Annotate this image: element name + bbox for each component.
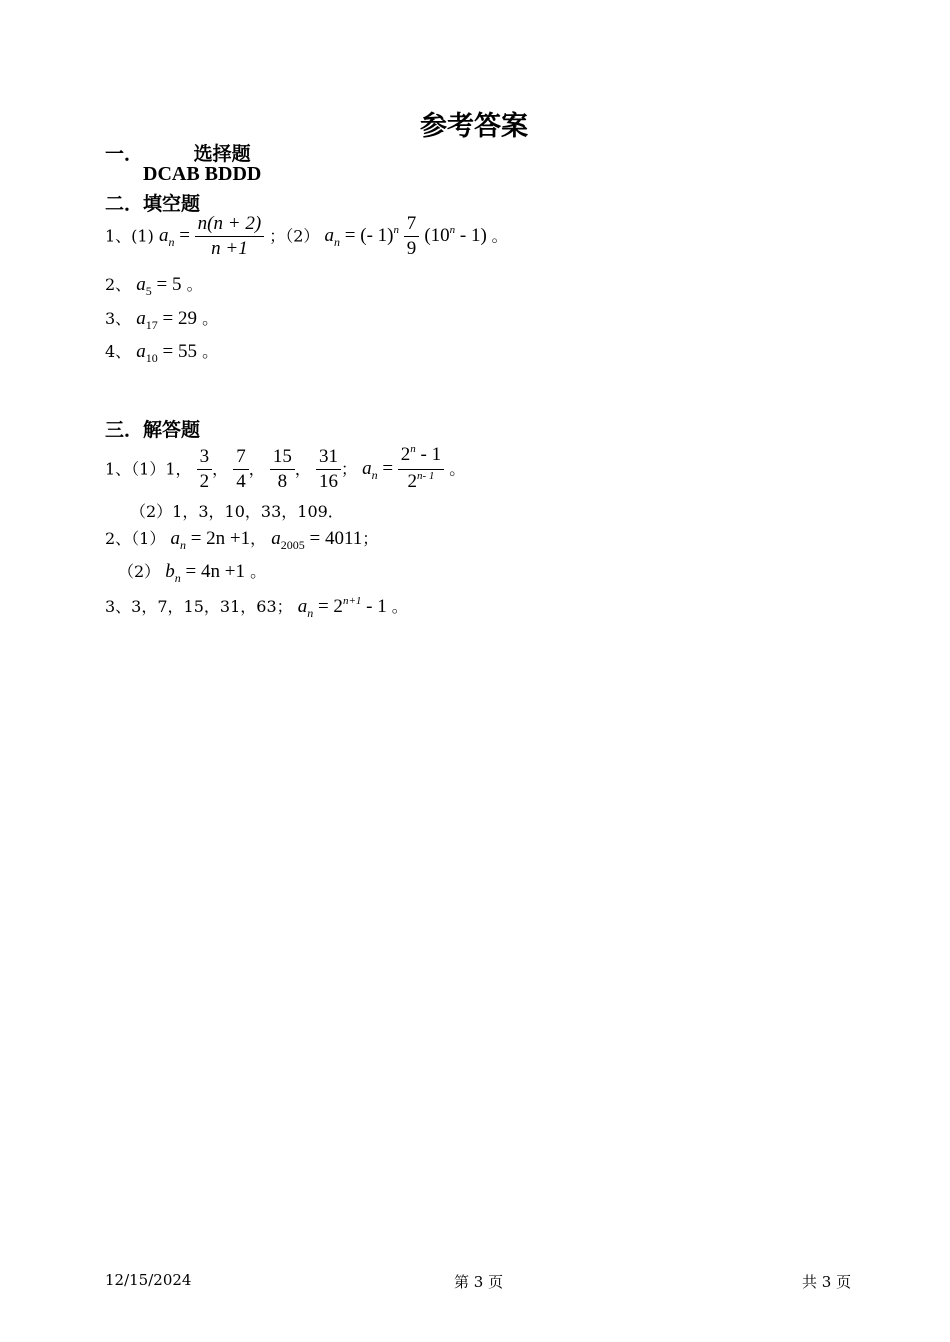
fill-q2-prefix: 2、	[105, 275, 132, 294]
section1-heading	[105, 139, 251, 166]
solve-q1-num-base: 2	[400, 444, 411, 465]
solve-q1-prefix: 1、（1）1，	[105, 459, 192, 479]
fill-q2-end: 。	[186, 275, 203, 294]
solve-q2-prefix: 2、（1）	[105, 529, 166, 548]
solve-q1-a: a	[362, 458, 372, 479]
solve-q2-b-sub: n	[174, 571, 181, 585]
solve-q3-sub: n	[307, 606, 314, 620]
solve-q2	[105, 529, 378, 550]
solve-q1-semicolon: ；	[340, 459, 357, 479]
fill-q4-val: = 55	[157, 341, 197, 362]
solve-q1-frac4	[316, 445, 341, 494]
solve-q2-comma: ，	[250, 529, 267, 548]
solve-q1-num-rest: - 1	[415, 444, 442, 465]
fill-q1-eq: =	[174, 225, 190, 246]
section2-heading: 二．填空题	[105, 193, 201, 215]
fill-q1-prefix: 1、(1)	[105, 226, 154, 246]
solve-q3-end: 。	[391, 597, 408, 616]
fill-q1b-denominator: 9	[404, 236, 420, 261]
fill-q1b-sub: n	[334, 234, 341, 249]
solve-q1-num-sup: n	[410, 443, 416, 455]
solve-q3-prefix: 3、3，7，15，31，63；	[105, 597, 293, 616]
fill-q2-sub: 5	[145, 284, 152, 298]
solve-q3-a: a	[297, 596, 308, 617]
fill-q3-end: 。	[202, 309, 219, 328]
fill-q1-fraction	[195, 212, 264, 261]
solve-q1-frac2-num: 7	[236, 446, 246, 467]
fill-q2	[105, 275, 203, 296]
solve-q1-frac1-num: 3	[199, 446, 210, 467]
footer-page-number: 第 3 页	[454, 1273, 504, 1291]
fill-q1-a: a	[158, 225, 169, 246]
fill-q1b-eq: = (- 1)	[340, 224, 394, 246]
solve-q2-b: b	[165, 561, 175, 582]
solve-q1-frac2-den: 4	[233, 469, 249, 494]
solve-q3-eq: = 2	[313, 596, 343, 617]
fill-q1-numerator: n(n + 2)	[197, 213, 262, 234]
fill-q3-prefix: 3、	[105, 309, 132, 328]
fill-q1-mid: ；（2）	[269, 226, 320, 246]
fill-q3-val: = 29	[157, 308, 197, 329]
fill-q1-sub: n	[168, 235, 175, 249]
solve-q2-end: 。	[250, 562, 267, 581]
solve-q1-comma3: ，	[294, 459, 311, 479]
solve-q3-rest: - 1	[361, 596, 387, 617]
fill-q1-denominator: n +1	[195, 236, 264, 261]
fill-q1b-fraction	[404, 212, 420, 261]
solve-q2-a2: a	[271, 528, 281, 549]
solve-q2-a: a	[170, 528, 180, 549]
solve-q2-part2	[118, 562, 266, 583]
solve-q2-part2-prefix: （2）	[118, 562, 161, 581]
solve-q3-sup: n+1	[342, 595, 362, 607]
solve-q1-frac4-den: 16	[316, 469, 341, 494]
solve-q1-den-sup: n- 1	[417, 470, 435, 482]
solve-q1-frac3-den: 8	[270, 469, 295, 494]
solve-q1	[105, 443, 465, 496]
fill-q3-sub: 17	[145, 318, 158, 332]
solve-q2-sub: n	[179, 538, 186, 552]
solve-q1-frac3	[270, 445, 295, 494]
solve-q1-frac3-num: 15	[272, 446, 292, 467]
solve-q2-semicolon: ；	[362, 529, 379, 548]
solve-q1-sub: n	[371, 468, 378, 482]
solve-q1-frac4-num: 31	[318, 446, 338, 467]
fill-q1b-rest1: (10	[424, 224, 450, 246]
fill-q2-a: a	[136, 274, 146, 295]
footer-date: 12/15/2024	[105, 1271, 192, 1289]
fill-q1b-sup2: n	[449, 223, 456, 236]
fill-q1	[105, 212, 508, 261]
page-title: 参考答案	[420, 111, 528, 142]
solve-q1-comma1: ，	[212, 459, 229, 479]
fill-q1-end: 。	[491, 226, 508, 246]
fill-q1b-numerator: 7	[406, 213, 417, 234]
fill-q1b-sup: n	[393, 223, 399, 236]
fill-q1b-a: a	[324, 224, 335, 246]
solve-q1-frac1-den: 2	[197, 469, 213, 494]
fill-q4	[105, 342, 218, 363]
fill-q1b-rest2: - 1)	[455, 224, 487, 246]
footer-total-pages: 共 3 页	[802, 1273, 852, 1291]
solve-q1-eq: =	[377, 458, 394, 479]
section1-title: 选择题	[193, 143, 251, 165]
solve-q2-val2: = 4011	[304, 528, 363, 549]
section1-number: 一．	[105, 143, 144, 165]
solve-q1-frac2	[233, 445, 249, 494]
fill-q2-val: = 5	[151, 274, 182, 295]
fill-q4-end: 。	[202, 342, 219, 361]
fill-q4-sub: 10	[145, 351, 158, 365]
solve-q1-den-base: 2	[407, 471, 417, 492]
solve-q2-expr: = 2n +1	[185, 528, 251, 549]
solve-q1-end: 。	[449, 459, 466, 479]
solve-q1-frac1	[197, 445, 213, 494]
section3-heading: 三．解答题	[105, 419, 201, 441]
fill-q4-a: a	[136, 341, 146, 362]
solve-q3	[105, 597, 408, 619]
solve-q2-b-expr: = 4n +1	[180, 561, 245, 582]
fill-q3-a: a	[136, 308, 146, 329]
solve-q2-sub2: 2005	[280, 538, 305, 552]
fill-q4-prefix: 4、	[105, 342, 132, 361]
solve-q1-part2: （2）1，3，10，33，109．	[130, 502, 344, 521]
solve-q1-general-fraction	[398, 443, 444, 496]
choice-answers: DCAB BDDD	[143, 163, 262, 185]
solve-q1-comma2: ，	[248, 459, 265, 479]
fill-q3	[105, 309, 218, 330]
